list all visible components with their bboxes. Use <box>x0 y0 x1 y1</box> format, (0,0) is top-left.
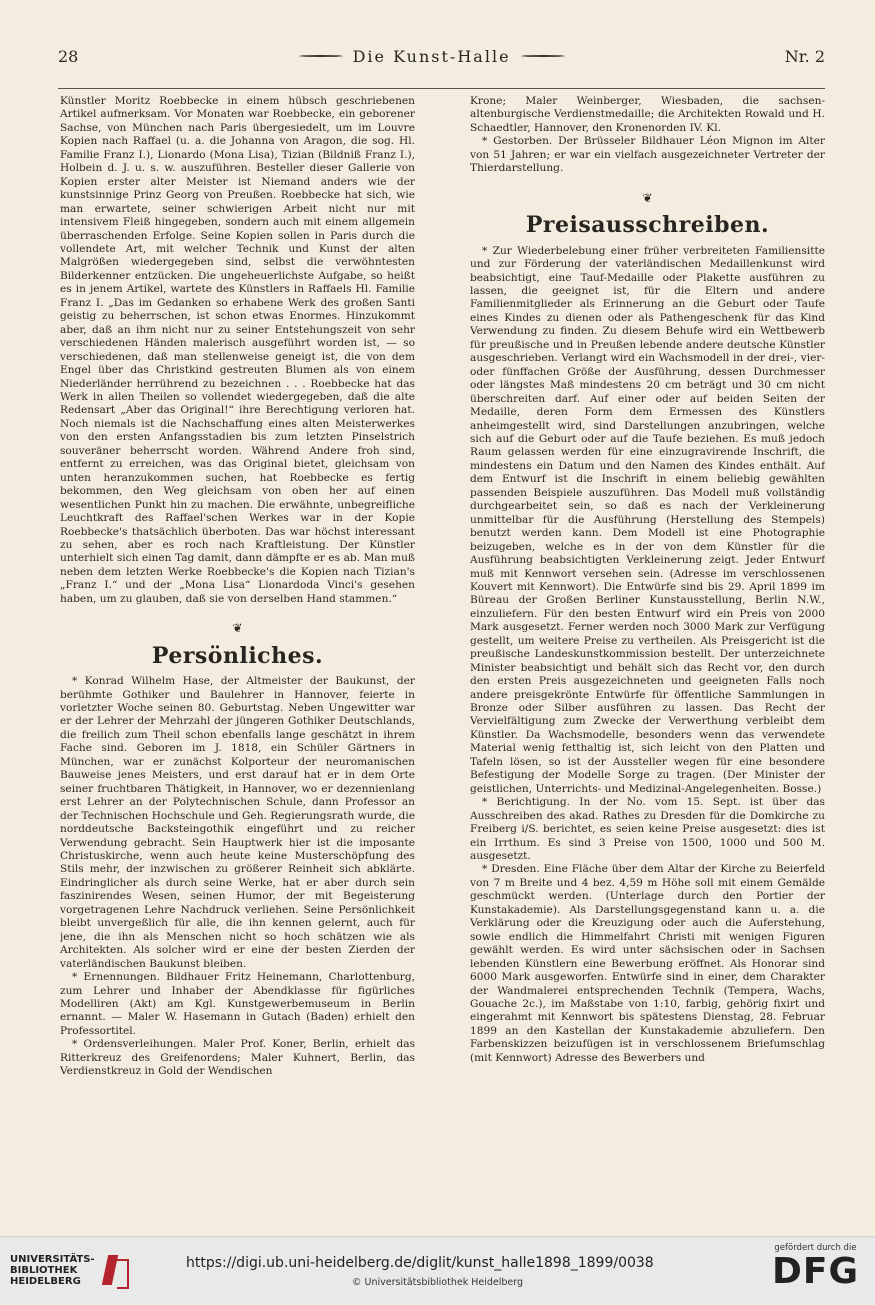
article-continuation: Krone; Maler Weinberger, Wiesbaden, die sachsen-altenburgische Verdienstmedaille; die Architekten Rowald und H. Schaedtler, Hannover, den Kronenorden IV. Kl. <box>470 95 825 134</box>
section-title-preisausschreiben: Preisausschreiben. <box>525 212 770 239</box>
page-number: 28 <box>58 46 79 66</box>
library-mark-icon <box>101 1253 131 1287</box>
article-roebbecke: Künstler Moritz Roebbecke in einem hübsch geschriebenen Artikel aufmerksam. Vor Monaten war Roebbecke, ein geborener Sachse, von München nach Paris übergesiedelt, um im Louvre Kopien nach Raffael (u. a. die Johanna von Aragon, die sog. Hl. Familie Franz I.), Lionardo (Mona Lisa), Tizian (Bildniß Franz I.), Holbein d. J. u. s. w. auszuführen. Besteller dieser Gallerie von Kopien erster alter Meister ist Niemand anders wie der kunstsinnige Prinz Georg von Preußen. Roebbecke hat sich, wie man erwartete, seiner schwierigen Arbeit nicht nur mit intensivem Fleiß hingegeben, sondern auch mit einem allgemein überraschenden Erfolge. Seine Kopien sollen in Paris durch die vollendete Art, mit welcher Technik und Kunst der alten Malgrößen wiedergegeben sind, selbst die verwöhntesten Bilderkenner entzücken. Die ungeheuerlichste Aufgabe, so heißt es in jenem Artikel, wartete des Künstlers in Raffaels Hl. Familie Franz I. „Das im Gedanken so erhabene Werk des großen Santi geistig zu beherrschen, ist schon etwas Enormes. Hinzukommt aber, daß an ihm nicht nur zu seiner Entstehungszeit von sehr verschiedenen Händen malerisch ausgeführt worden ist, — so verschiedenen, daß man stellenweise geneigt ist, die von dem Engel über das Christkind gestreuten Blumen als von einem Niederländer herrührend zu bezeichnen . . . Roebbecke hat das Werk in allen Theilen so vollendet wiedergegeben, daß die alte Redensart „Aber das Original!“ ihre Berechtigung verloren hat. Noch niemals ist die Nachschaffung eines alten Meisterwerkes von den ersten Anfangsstadien bis zum letzten Pinselstrich souveräner beherrscht worden. Während Andere froh sind, entfernt zu erreichen, was das Original bietet, gleichsam von unten heranzukommen suchen, hat Roebbecke es fertig bekommen, den Weg gleichsam von oben her auf einen wesentlichen Punkt hin zu machen. Die erwähnte, unbegreifliche Leuchtkraft des Raffael'schen Werkes war in der Kopie Roebbecke's thatsächlich überboten. Das war höchst interessant zu sehen, aber es roch nach Kraftleistung. Der Künstler unterhielt sich einen Tag damit, dann dämpfte er es ab. Man muß neben dem letzten Werke Roebbecke's die Kopien nach Tizian's „Franz I.“ und der „Mona Lisa“ Lionardoda Vinci's gesehen haben, um zu glauben, daß sie von derselben Hand stammen.“ <box>60 95 415 605</box>
article-berichtigung: * Berichtigung. In der No. vom 15. Sept. ist über das Ausschreiben des akad. Rathes zu Dresden für die Domkirche zu Freiberg i/S. berichtet, es seien keine Preise ausgesetzt: dies ist ein Irrthum. Es sind 3 Preise von 1500, 1000 und 500 M. ausgesetzt. <box>470 796 825 863</box>
header-title-group <box>299 47 565 66</box>
dfg-caption: gefördert durch die <box>774 1243 857 1253</box>
header-rule <box>58 88 825 89</box>
article-gestorben: * Gestorben. Der Brüsseler Bildhauer Léon Mignon im Alter von 51 Jahren; er war ein vielfach ausgezeichneter Vertreter der Thierdarstellung. <box>470 135 825 175</box>
copyright-notice: © Universitätsbibliothek Heidelberg <box>352 1277 524 1288</box>
leaf-ornament-icon: ❦ <box>232 621 243 636</box>
dfg-sponsor[interactable] <box>772 1243 859 1291</box>
article-ernennungen: * Ernennungen. Bildhauer Fritz Heinemann, Charlottenburg, zum Lehrer und Inhaber der Abendklasse für figürliches Modelliren (Akt) am Kgl. Kunstgewerbemuseum in Berlin ernannt. — Maler W. Hasemann in Gutach (Baden) erhielt den Professortitel. <box>60 971 415 1037</box>
page-header <box>58 44 825 68</box>
permalink-url[interactable]: https://digi.ub.uni-heidelberg.de/diglit/kunst_halle1898_1899/0038 <box>186 1255 654 1271</box>
right-ornament-icon <box>521 55 565 57</box>
left-ornament-icon <box>299 55 343 57</box>
right-column <box>470 95 825 1228</box>
library-logo[interactable] <box>10 1253 131 1287</box>
article-dresden: * Dresden. Eine Fläche über dem Altar der Kirche zu Beierfeld von 7 m Breite und 4 bez. 4,59 m Höhe soll mit einem Gemälde geschmückt werden. (Unterlage durch den Portier der Kunstakademie). Als Darstellungsgegenstand kann u. a. die Verklärung oder die Kreuzigung oder auch die Auferstehung, sowie endlich die Himmelfahrt Christi mit wenigen Figuren gewählt werden. Es wird unter sächsischen oder in Sachsen lebenden Künstlern eine Bewerbung eröffnet. Als Honorar sind 6000 Mark ausgeworfen. Entwürfe sind in einer, dem Charakter der Wandmalerei entsprechenden Technik (Tempera, Wachs, Gouache 2c.), im Maßstabe von 1:10, farbig, gehörig fixirt und eingerahmt mit Kennwort bis spätestens Dienstag, 28. Februar 1899 an den Kastellan der Kunstakademie abzuliefern. Den Farbenskizzen beizufügen ist in verschlossenem Briefumschlag (mit Kennwort) Adresse des Bewerbers und <box>470 863 825 1064</box>
journal-title: Die Kunst-Halle <box>352 46 511 66</box>
section-title-persoenliches: Persönliches. <box>151 642 324 669</box>
leaf-ornament-icon: ❦ <box>642 190 653 205</box>
article-hase: * Konrad Wilhelm Hase, der Altmeister der Baukunst, der berühmte Gothiker und Baulehrer in Hannover, feierte in vorletzter Woche seinen 80. Geburtstag. Neben Ungewitter war er der Lehrer der Mehrzahl der jüngeren Gothiker Deutschlands, die freilich zum Theil schon ebenfalls lange geschätzt in ihrem Fache sind. Geboren im J. 1818, ein Schüler Gärtners in München, war er zunächst Kolporteur der neuromanischen Bauweise jenes Meisters, und erst darauf hat er in dem Orte seiner fruchtbaren Thätigkeit, in Hannover, wo er dezennienlang erst Lehrer an der Polytechnischen Schule, dann Professor an der Technischen Hochschule und Geh. Regierungsrath wurde, die norddeutsche Backsteingothik eingeführt und zu reicher Verwendung gebracht. Sein Hauptwerk hier ist die imposante Christuskirche, wenn auch heute keine Musterschöpfung des Stils mehr, der inzwischen zu größerer Reinheit sich abklärte. Eindringlicher als durch seine Werke, hat er aber durch sein faszinirendes Wesen, seinen Humor, der mit Begeisterung vorgetragenen Lehre Nachdruck verliehen. Seine Persönlichkeit bleibt unvergeßlich für alle, die ihn kennen gelernt, auch für jene, die ihn als Menschen nicht so hoch schätzen wie als Architekten. Als solcher wird er eine der besten Zierden der vaterländischen Baukunst bleiben. <box>60 675 415 970</box>
article-tauf-medaille: * Zur Wiederbelebung einer früher verbreiteten Familiensitte und zur Förderung der vaterländischen Medaillenkunst wird beabsichtigt, eine Tauf-Medaille oder Plakette ausführen zu lassen, die geeignet ist, für die Eltern und andere Familienmitglieder als Erinnerung an die Geburt oder Taufe eines Kindes zu dienen oder als Pathengeschenk für das Kind Verwendung zu finden. Zu diesem Behufe wird ein Wettbewerb für preußische und in Preußen lebende andere deutsche Künstler ausgeschrieben. Verlangt wird ein Wachsmodell in der drei-, vier- oder fünffachen Größe der Ausführung, dessen Durchmesser oder längstes Maß mindestens 20 cm beträgt und 30 cm nicht überschreiten darf. Auf einer oder auf beiden Seiten der Medaille, deren Form dem Ermessen des Künstlers anheimgestellt wird, sind Darstellungen anzubringen, welche sich auf die Geburt oder auf die Taufe beziehen. Es muß jedoch Raum gelassen werden für eine einzugravirende Inschrift, die mindestens ein Datum und den Namen des Kindes enthält. Auf dem Entwurf ist die Inschrift in einem beliebig gewählten passenden Beispiele auszuführen. Das Modell muß vollständig durchgearbeitet sein, so daß es nach der Verkleinerung unmittelbar für die Ausführung (Herstellung des Stempels) benutzt werden kann. Dem Modell ist eine Photographie beizugeben, welche es in der von dem Künstler für die Ausführung beabsichtigten Verkleinerung zeigt. Jeder Entwurf muß mit Kennwort versehen sein. (Adresse im verschlossenen Kouvert mit Kennwort). Die Entwürfe sind bis 29. April 1899 im Büreau der Großen Berliner Kunstausstellung, Berlin N.W., einzuliefern. Für den besten Entwurf wird ein Preis von 2000 Mark ausgesetzt. Ferner werden noch 3000 Mark zur Verfügung gestellt, um weitere Preise zu vertheilen. Als Preisgericht ist die preußische Landeskunstkommission bestellt. Der unterzeichnete Minister beabsichtigt und behält sich das Recht vor, den durch den ersten Preis ausgezeichneten und geeigneten Falls noch andere preisgekrönte Entwürfe für öffentliche Sammlungen in Bronze oder Silber ausführen zu lassen. Das Recht der Vervielfältigung zum Zwecke der Verwerthung verbleibt dem Künstler. Da Wachsmodelle, besonders wenn das verwendete Material wenig fetthaltig ist, sich leicht von den Platten und Tafeln lösen, so ist der Aussteller wegen für eine besondere Befestigung der Modelle Sorge zu tragen. (Der Minister der geistlichen, Unterrichts- und Medizinal-Angelegenheiten. Bosse.) <box>470 244 825 795</box>
viewer-footer <box>0 1236 875 1305</box>
dfg-logo-icon: DFG <box>771 1251 859 1292</box>
left-column <box>60 95 415 1228</box>
article-ordensverleihungen: * Ordensverleihungen. Maler Prof. Koner, Berlin, erhielt das Ritterkreuz des Greifenordens; Maler Kuhnert, Berlin, das Verdienstkreuz in Gold der Wendischen <box>60 1038 415 1078</box>
library-name: UNIVERSITÄTS- BIBLIOTHEK HEIDELBERG <box>10 1253 95 1287</box>
issue-number: Nr. 2 <box>784 46 825 66</box>
